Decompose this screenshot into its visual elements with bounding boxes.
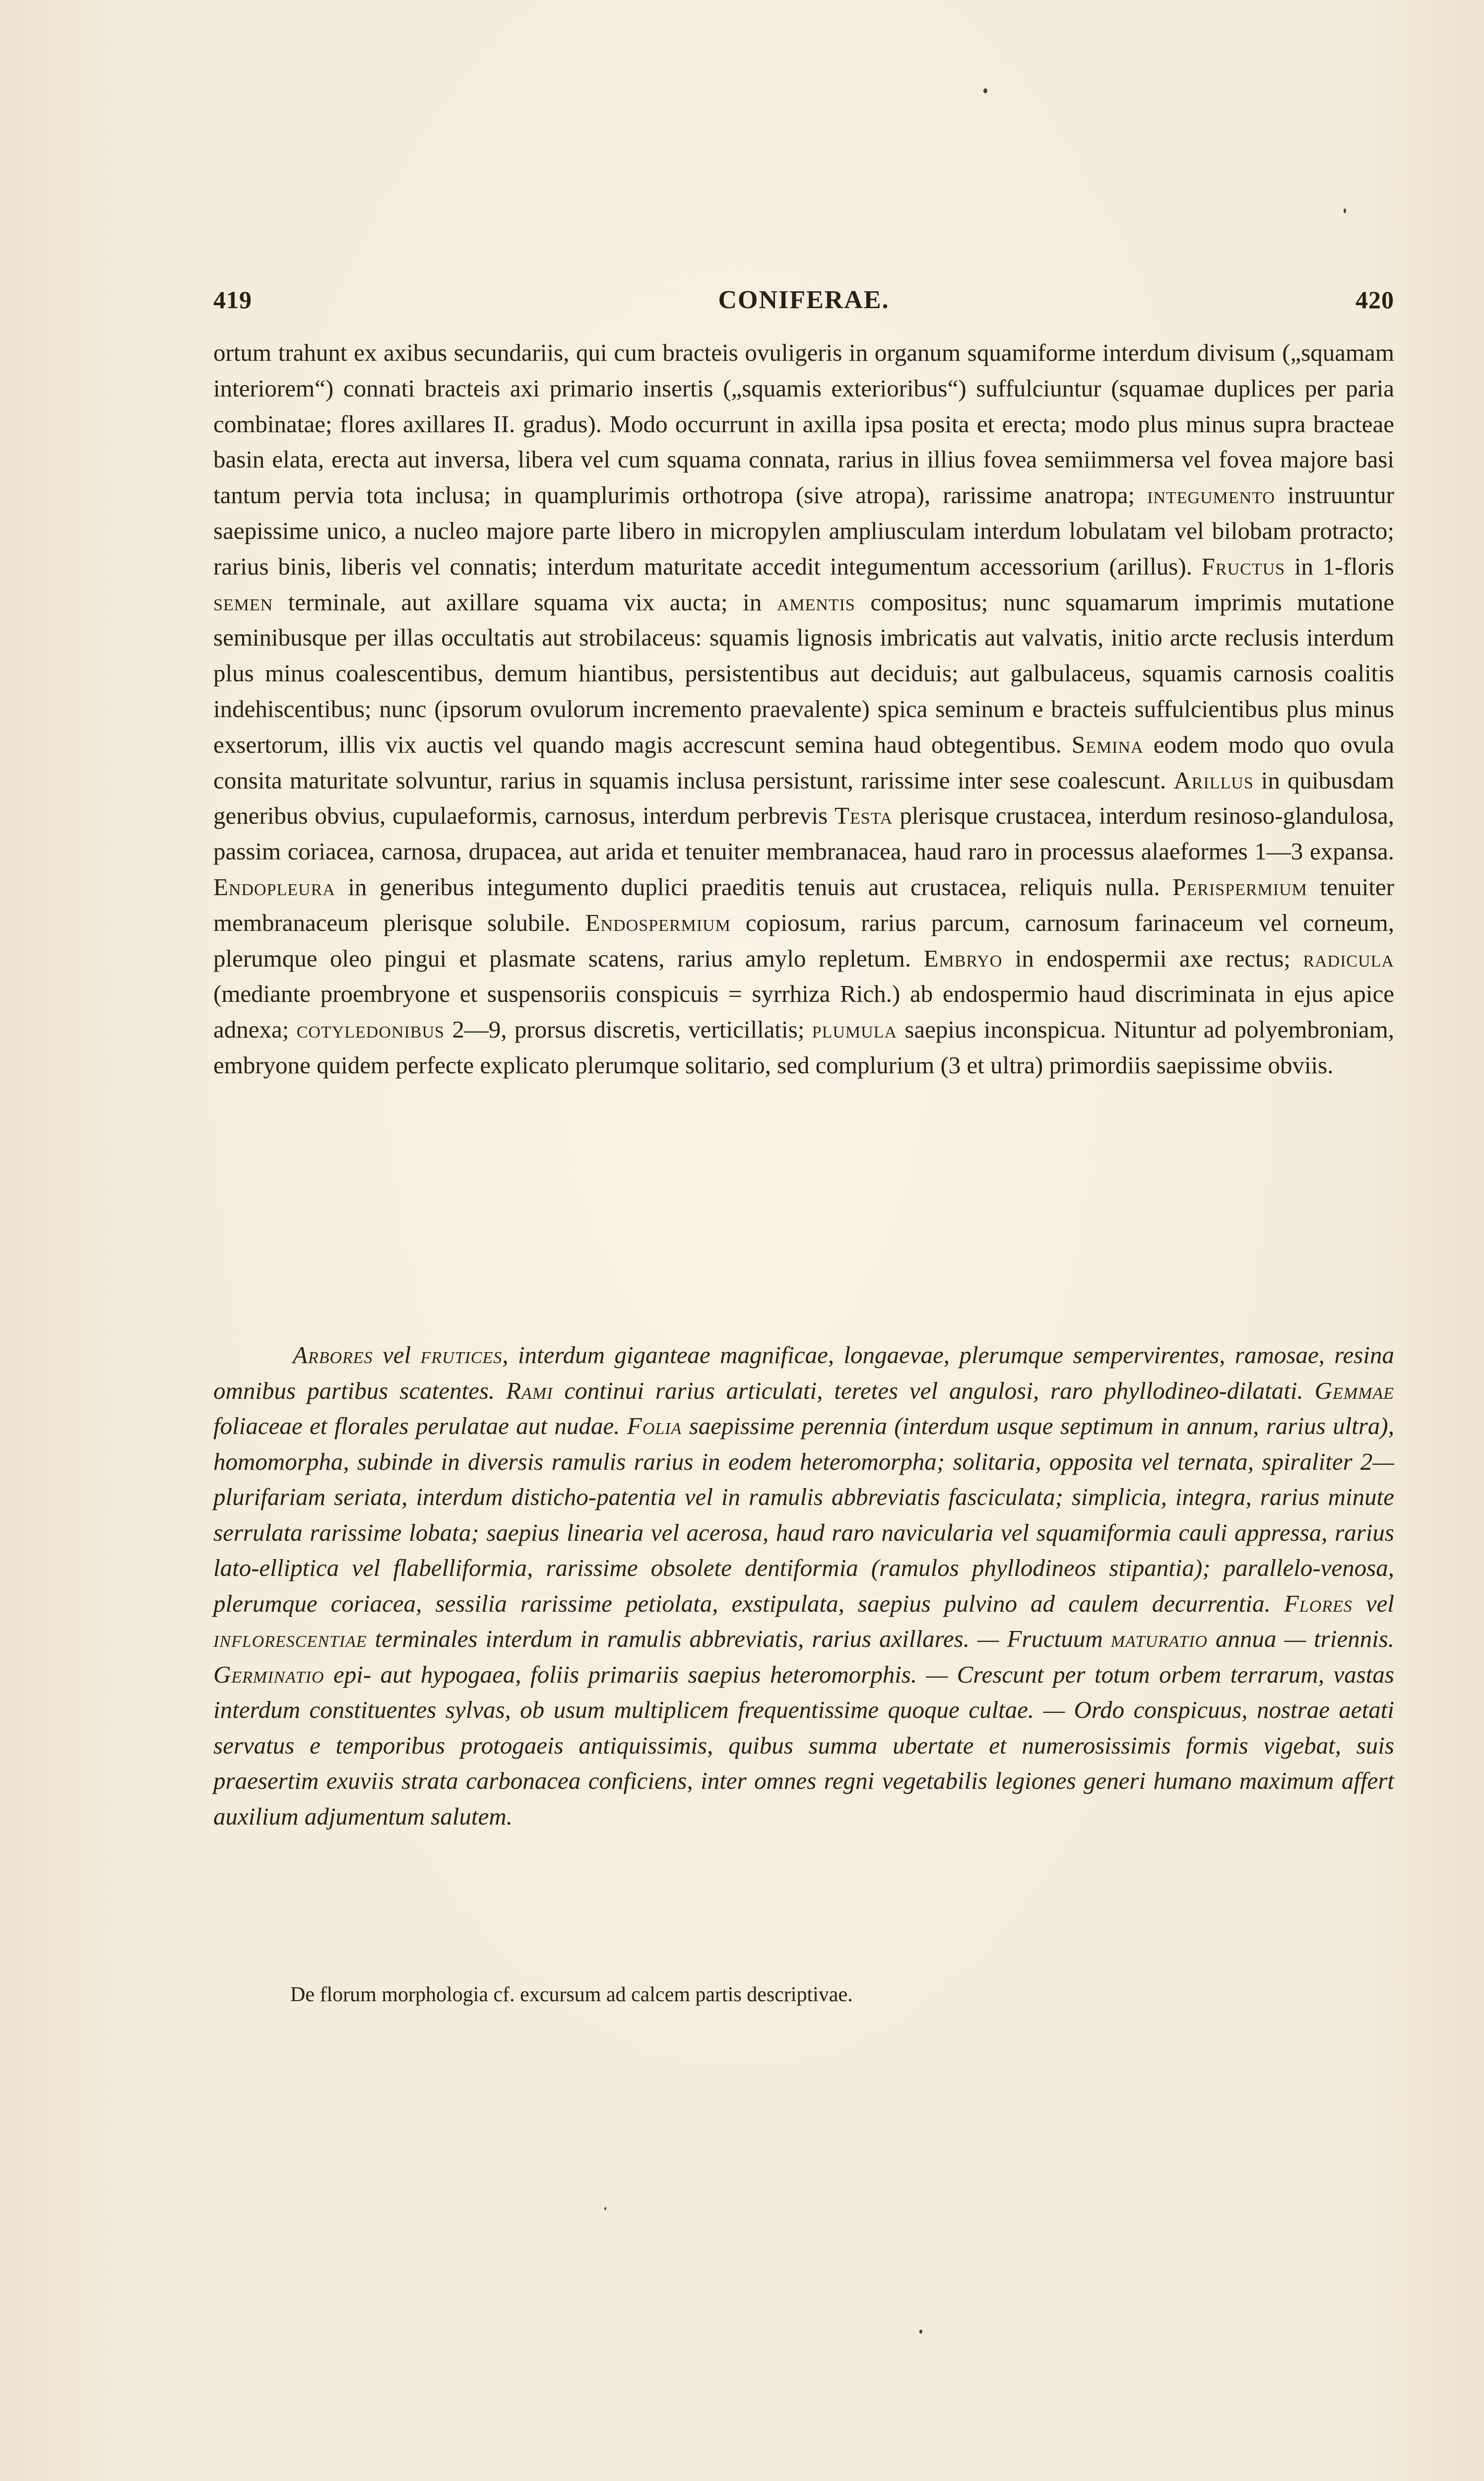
term-gemmae: Gemmae (1314, 1376, 1395, 1404)
term-endospermium: Endospermium (585, 909, 731, 936)
term-semina: Semina (1071, 730, 1144, 758)
term-semen: semen (213, 588, 273, 616)
paper-speck (604, 2207, 606, 2210)
term-arillus: Arillus (1173, 766, 1254, 794)
paper-speck (983, 88, 987, 93)
running-title: CONIFERAE. (718, 286, 890, 314)
page-header (213, 285, 1394, 325)
term-flores: Flores (1284, 1589, 1353, 1617)
term-arbores: Arbores (293, 1341, 373, 1369)
term-frutices: frutices (420, 1341, 503, 1369)
term-endopleura: Endopleura (213, 873, 335, 901)
page-number-right: 420 (1355, 286, 1394, 314)
term-germinatio: Germinatio (213, 1660, 324, 1688)
term-embryo: Embryo (923, 944, 1003, 972)
term-perispermium: Perispermium (1172, 873, 1307, 901)
description-paragraph: ortum trahunt ex axibus secundariis, qui cum bracteis ovuligeris in organum squamiforme interdum divisum („squamam interiorem“) connati bracteis axi primario insertis („squamis exterioribus“) suffulciuntur (squamae duplices per paria combinatae; flores axillares II. gradus). Modo occurrunt in axilla ipsa posita et erecta; modo plus minus supra bracteae basin elata, erecta aut inversa, libera vel cum squama connata, rarius in illius fovea semiimmersa vel fovea majore basi tantum pervia tota inclusa; in quamplurimis orthotropa (sive atropa), rarissime anatropa; integumento instruuntur saepissime unico, a nucleo majore parte libero in micropylen ampliusculam interdum lobulatam vel bilobam protracto; rarius binis, liberis vel connatis; interdum maturitate accedit integumentum accessorium (arillus). Fructus in 1-floris semen terminale, aut axillare squama vix aucta; in amentis compositus; nunc squamarum imprimis mutatione seminibusque per illas occultatis aut strobilaceus: squamis lignosis imbricatis aut valvatis, initio arcte reclusis interdum plus minus coalescentibus, demum hiantibus, persistentibus aut deciduis; aut galbulaceus, squamis carnosis coalitis indehiscentibus; nunc (ipsorum ovulorum incremento praevalente) spica seminum e bracteis suffulcientibus plus minus exsertorum, illis vix auctis vel quando magis accrescunt semina haud obtegentibus. Semina eodem modo quo ovula consita maturitate solvuntur, rarius in squamis inclusa persistunt, rarissime inter sese coalescunt. Arillus in quibusdam generibus obvius, cupulaeformis, carnosus, interdum perbrevis Testa plerisque crustacea, interdum resinoso-glandulosa, passim coriacea, carnosa, drupacea, aut arida et tenuiter membranacea, haud raro in processus alaeformes 1—3 expansa. Endopleura in generibus integumento duplici praeditis tenuis aut crustacea, reliquis nulla. Perispermium tenuiter membranaceum plerisque solubile. Endospermium copiosum, rarius parcum, carnosum farinaceum vel corneum, plerumque oleo pingui et plasmate scatens, rarius amylo repletum. Embryo in endospermii axe rectus; radicula (mediante proembryone et suspensoriis conspicuis = syrrhiza Rich.) ab endospermio haud discriminata in ejus apice adnexa; cotyledonibus 2—9, prorsus discretis, verticillatis; plumula saepius inconspicua. Nituntur ad polyembroniam, embryone quidem perfecte explicato plerumque solitario, sed complurium (3 et ultra) primordiis saepissime obviis. (213, 339, 1395, 1079)
term-folia: Folia (627, 1412, 682, 1439)
footnote: De florum morphologia cf. excursum ad calcem partis descriptivae. (290, 1983, 853, 2006)
page-number-left: 419 (213, 286, 252, 314)
term-rami: Rami (506, 1376, 553, 1404)
term-testa: Testa (835, 802, 893, 830)
term-fructus: Fructus (1201, 552, 1286, 580)
term-inflorescentiae: inflorescentiae (213, 1625, 367, 1652)
term-radicula: radicula (1303, 944, 1394, 972)
term-cotyledonibus: cotyledonibus (296, 1016, 445, 1044)
paper-speck (919, 2330, 922, 2334)
paper-speck (1344, 208, 1346, 213)
term-plumula: plumula (812, 1016, 897, 1044)
term-integumento: integumento (1147, 481, 1275, 509)
term-maturatio: maturatio (1110, 1625, 1208, 1652)
term-amentis: amentis (776, 588, 855, 616)
habit-paragraph: Arbores vel frutices, interdum giganteae magnificae, longaevae, plerumque sempervirentes, ramosae, resina omnibus partibus scatentes. Rami continui rarius articulati, teretes vel angulosi, raro phyllodineo-dilatati. Gemmae foliaceae et florales perulatae aut nudae. Folia saepissime perennia (interdum usque septimum in annum, rarius ultra), homomorpha, subinde in diversis ramulis rarius in eodem heteromorpha; solitaria, opposita vel ternata, spiraliter 2—plurifariam seriata, interdum disticho-patentia vel in ramulis abbreviatis fasciculata; simplicia, integra, rarius minute serrulata rarissime lobata; saepius linearia vel acerosa, haud raro navicularia vel squamiformia cauli appressa, rarius lato-elliptica vel flabelliformia, rarissime obsolete dentiformia (ramulos phyllodineos stipantia); parallelo-venosa, plerumque coriacea, sessilia rarissime petiolata, exstipulata, saepius pulvino ad caulem decurrentia. Flores vel inflorescentiae terminales interdum in ramulis abbreviatis, rarius axillares. — Fructuum maturatio annua — triennis. Germinatio epi- aut hypogaea, foliis primariis saepius heteromorphis. — Crescunt per totum orbem terrarum, vastas interdum constituentes sylvas, ob usum multiplicem frequentissime quoque cultae. — Ordo conspicuus, nostrae aetati servatus e temporibus protogaeis antiquissimis, quibus summa ubertate et numerosissimis formis vigebat, suis praesertim exuviis strata carbonacea conficiens, inter omnes regni vegetabilis legiones generi humano maximum affert auxilium adjumentum salutem. (213, 1341, 1395, 1830)
